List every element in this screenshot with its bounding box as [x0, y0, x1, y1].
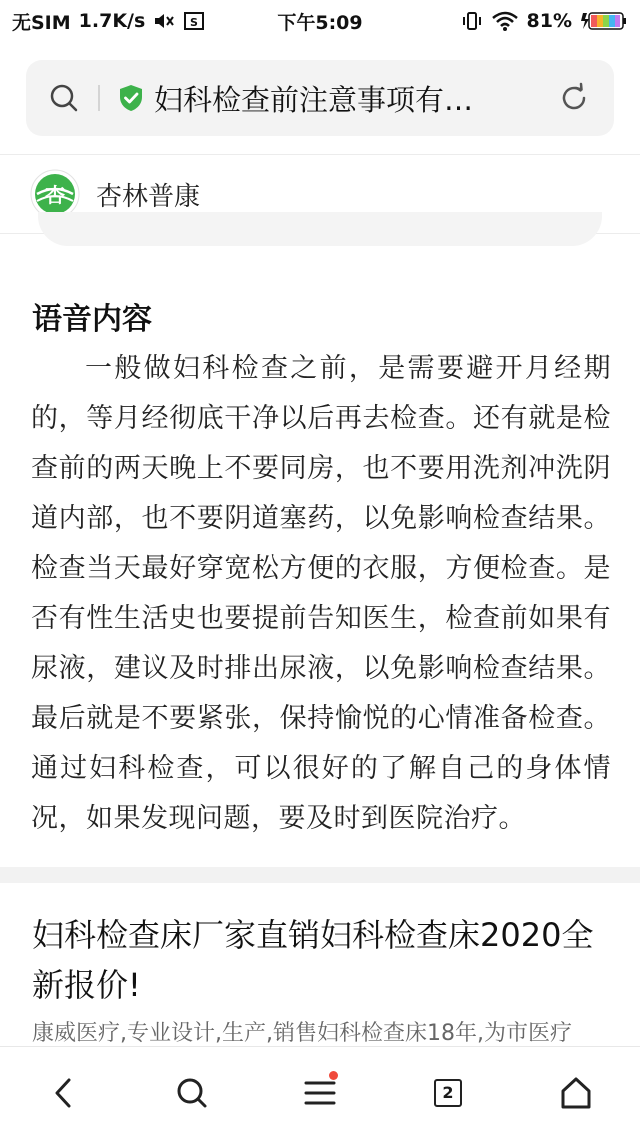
clock: 下午5:09 — [277, 11, 363, 34]
vibrate-icon — [461, 10, 483, 32]
status-bar-right — [461, 10, 628, 32]
site-name[interactable]: 杏林普康 — [96, 181, 201, 212]
section-heading: 语音内容 — [32, 302, 152, 337]
article-body: 一般做妇科检查之前，是需要避开月经期的，等月经彻底干净以后再去检查。还有就是检查前的两天晚上不要同房，也不要用洗剂冲洗阴道内部，也不要阴道塞药，以免影响检查结果。检查当天最好穿宽松方便的衣服，方便检查。是否有性生活史也要提前告知医生，检查前如果有尿液，建议及时排出尿液，以免影响检查结果。最后就是不要紧张，保持愉悦的心情准备检查。通过妇科检查，可以很好的了解自己的身体情况，如果发现问题，要及时到医院治疗。 — [31, 353, 611, 834]
wifi-icon — [491, 10, 519, 32]
home-icon — [559, 1076, 593, 1110]
back-arrow-icon — [49, 1076, 79, 1110]
status-bar-left — [12, 8, 205, 35]
search-nav-icon — [175, 1076, 209, 1110]
network-speed: 1.7K/s — [78, 10, 146, 32]
battery-percent: 81% — [526, 10, 572, 32]
svg-text:S: S — [190, 16, 199, 29]
menu-icon — [303, 1078, 337, 1108]
menu-button[interactable] — [288, 1061, 352, 1125]
site-logo-text: 杏 — [45, 183, 65, 207]
screenshot-icon — [183, 10, 205, 32]
search-icon[interactable] — [48, 82, 80, 114]
home-button[interactable] — [544, 1061, 608, 1125]
tabs-button[interactable] — [416, 1061, 480, 1125]
previous-card-edge — [38, 212, 602, 246]
ad-description[interactable]: 康威医疗,专业设计,生产,销售妇科检查床18年,为市医疗 — [32, 1021, 572, 1046]
notification-dot — [329, 1071, 338, 1080]
refresh-icon[interactable] — [556, 80, 592, 116]
status-bar — [0, 0, 640, 42]
page-title[interactable]: 妇科检查前注意事项有… — [154, 82, 474, 117]
section-divider — [0, 867, 640, 883]
secure-shield-icon — [118, 84, 144, 112]
bottom-nav — [0, 1046, 640, 1138]
ad-title[interactable]: 妇科检查床厂家直销妇科检查床2020全新报价! — [32, 916, 594, 1004]
mute-icon — [153, 11, 175, 31]
back-button[interactable] — [32, 1061, 96, 1125]
battery-icon — [580, 10, 628, 32]
carrier-label: 无SIM — [12, 11, 71, 34]
address-divider — [98, 85, 100, 111]
address-bar[interactable] — [26, 60, 614, 136]
tab-count: 2 — [434, 1079, 462, 1107]
search-button[interactable] — [160, 1061, 224, 1125]
